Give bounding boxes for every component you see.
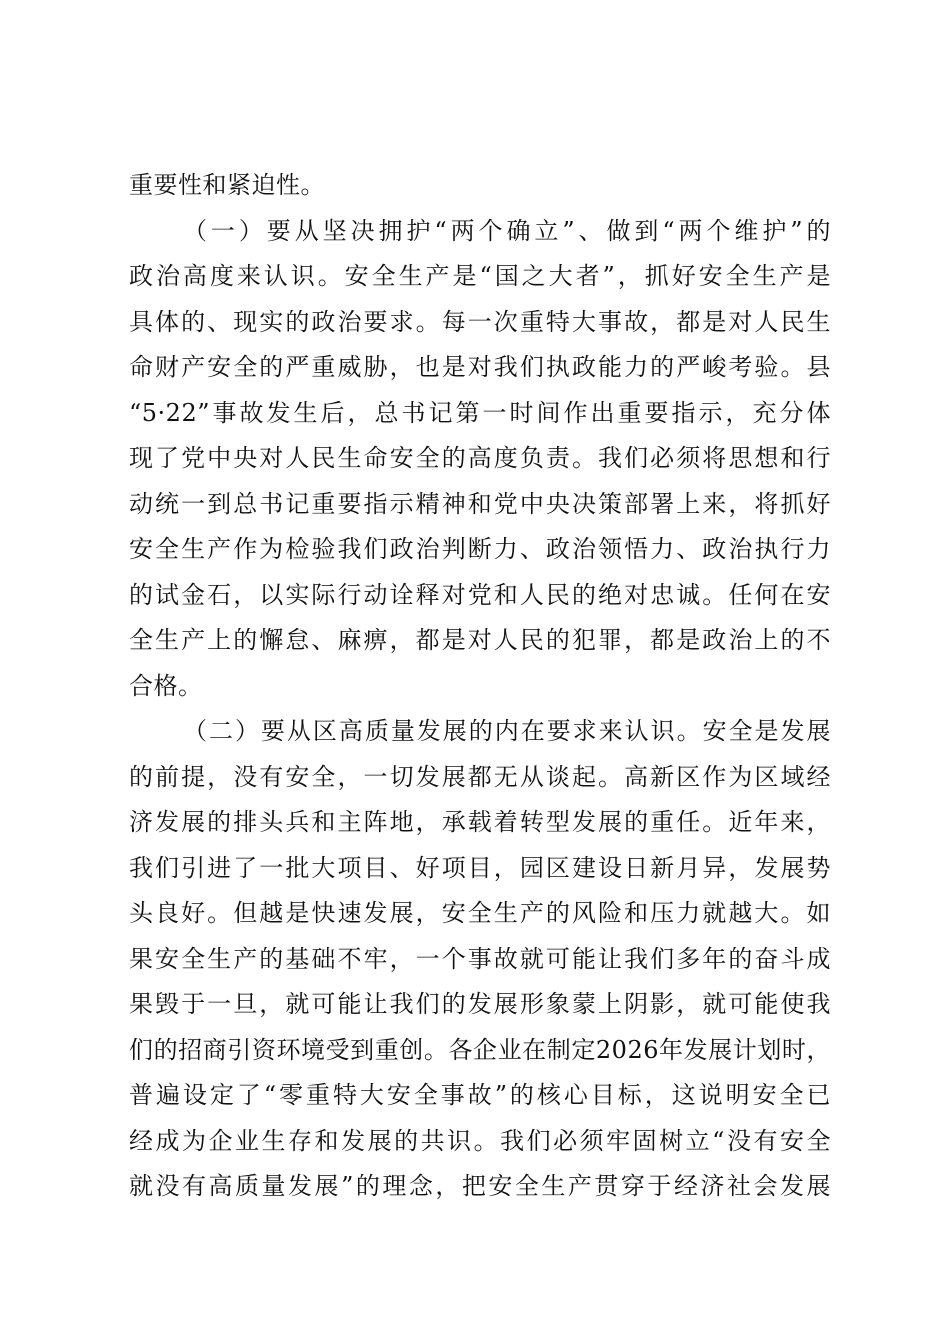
paragraph-heading-1: （一）要从坚决拥护“两个确立”、做到“两个维护”的 — [183, 216, 831, 245]
text-line: 的试金石，以实际行动诠释对党和人民的绝对忠诚。任何在安 — [129, 580, 831, 609]
text-line: 的前提，没有安全，一切发展都无从谈起。高新区作为区域经 — [129, 762, 831, 791]
text-line: 政治高度来认识。安全生产是“国之大者”，抓好安全生产是 — [129, 262, 831, 290]
text-line: 安全生产作为检验我们政治判断力、政治领悟力、政治执行力 — [129, 535, 831, 563]
text-line: 经成为企业生存和发展的共识。我们必须牢固树立“没有安全 — [129, 1126, 831, 1155]
text-line: 果安全生产的基础不牢，一个事故就可能让我们多年的奋斗成 — [129, 944, 831, 973]
text-line: 重要性和紧迫性。 — [129, 171, 325, 199]
body-text — [129, 163, 831, 1210]
text-line: 合格。 — [129, 671, 203, 700]
text-line: 全生产上的懈怠、麻痹，都是对人民的犯罪，都是政治上的不 — [129, 626, 831, 654]
text-line: 命财产安全的严重威胁，也是对我们执政能力的严峻考验。县 — [129, 353, 831, 381]
text-line: 普遍设定了“零重特大安全事故”的核心目标，这说明安全已 — [129, 1081, 831, 1109]
text-line: 果毁于一旦，就可能让我们的发展形象蒙上阴影，就可能使我 — [129, 990, 831, 1018]
text-line: 现了党中央对人民生命安全的高度负责。我们必须将思想和行 — [129, 444, 831, 472]
text-line: 们的招商引资环境受到重创。各企业在制定2026年发展计划时， — [129, 1035, 831, 1064]
paragraph-heading-2: （二）要从区高质量发展的内在要求来认识。安全是发展 — [183, 717, 831, 745]
text-line: “5·22”事故发生后，总书记第一时间作出重要指示，充分体 — [129, 398, 831, 427]
text-line: 我们引进了一批大项目、好项目，园区建设日新月异，发展势 — [129, 853, 831, 882]
text-line: 就没有高质量发展”的理念，把安全生产贯穿于经济社会发展 — [129, 1172, 831, 1200]
text-line: 具体的、现实的政治要求。每一次重特大事故，都是对人民生 — [129, 307, 831, 336]
text-line: 头良好。但越是快速发展，安全生产的风险和压力就越大。如 — [129, 899, 831, 927]
text-line: 动统一到总书记重要指示精神和党中央决策部署上来，将抓好 — [129, 489, 831, 518]
text-line: 济发展的排头兵和主阵地，承载着转型发展的重任。近年来， — [129, 808, 831, 836]
